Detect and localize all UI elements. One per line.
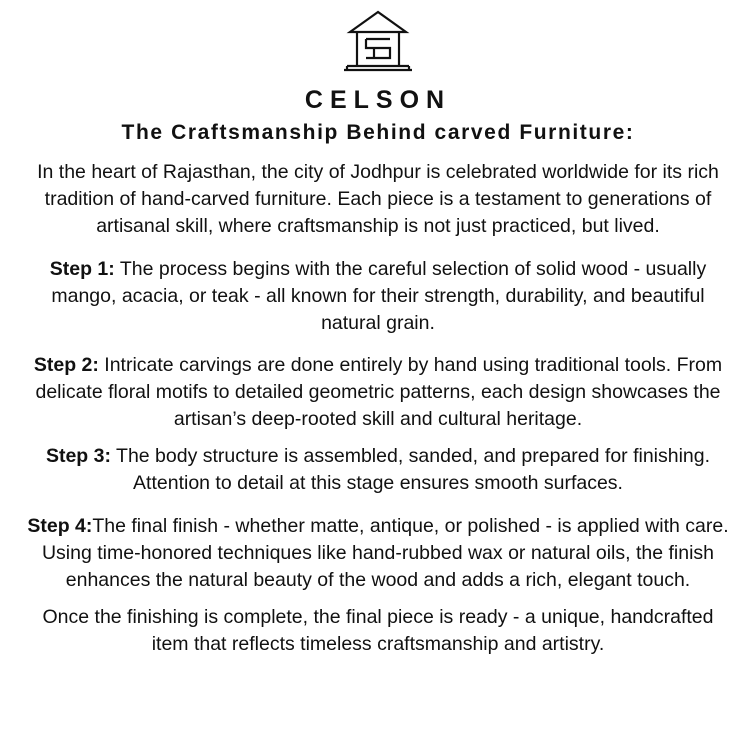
step-1-paragraph [22, 256, 734, 337]
brand-name: CELSON [304, 86, 452, 114]
step-1-text: The process begins with the careful selection of solid wood - usually mango, acacia, or teak - all known for their strength, durability, and beautiful natural grain. [51, 257, 707, 334]
step-4-paragraph [22, 513, 734, 594]
step-2-text: Intricate carvings are done entirely by hand using traditional tools. From delicate floral motifs to detailed geometric patterns, each design showcases the artisan’s deep-rooted skill and cultural heritage. [35, 354, 723, 431]
house-with-letter-s-icon [330, 8, 426, 84]
step-2-paragraph [22, 352, 734, 433]
intro-paragraph [22, 159, 734, 240]
closing-paragraph [22, 604, 734, 658]
page-title: The Craftsmanship Behind carved Furniture: [121, 121, 635, 144]
step-2-label: Step 2: [33, 354, 99, 377]
paragraph-text: In the heart of Rajasthan, the city of Jodhpur is celebrated worldwide for its rich tradition of hand-carved furniture. Each piece is a testament to generations of artisanal skill, where craftsmanship is not just practiced, but lived. [37, 161, 719, 237]
step-4-text: The final finish - whether matte, antique, or polished - is applied with care. Using time-honored techniques like hand-rubbed wax or natural oils, the finish enhances the natural beauty of the wood and adds a rich, elegant touch. [41, 514, 729, 591]
step-1-label: Step 1: [49, 257, 115, 280]
step-3-paragraph [22, 443, 734, 497]
brand-logo [330, 8, 426, 86]
step-3-text: The body structure is assembled, sanded, and prepared for finishing. Attention to detail at this stage ensures smooth surfaces. [110, 445, 711, 495]
step-3-label: Step 3: [45, 445, 111, 468]
step-4-label: Step 4: [27, 514, 93, 537]
closing-text: Once the finishing is complete, the final piece is ready - a unique, handcrafted item that reflects timeless craftsmanship and artistry. [42, 605, 714, 655]
